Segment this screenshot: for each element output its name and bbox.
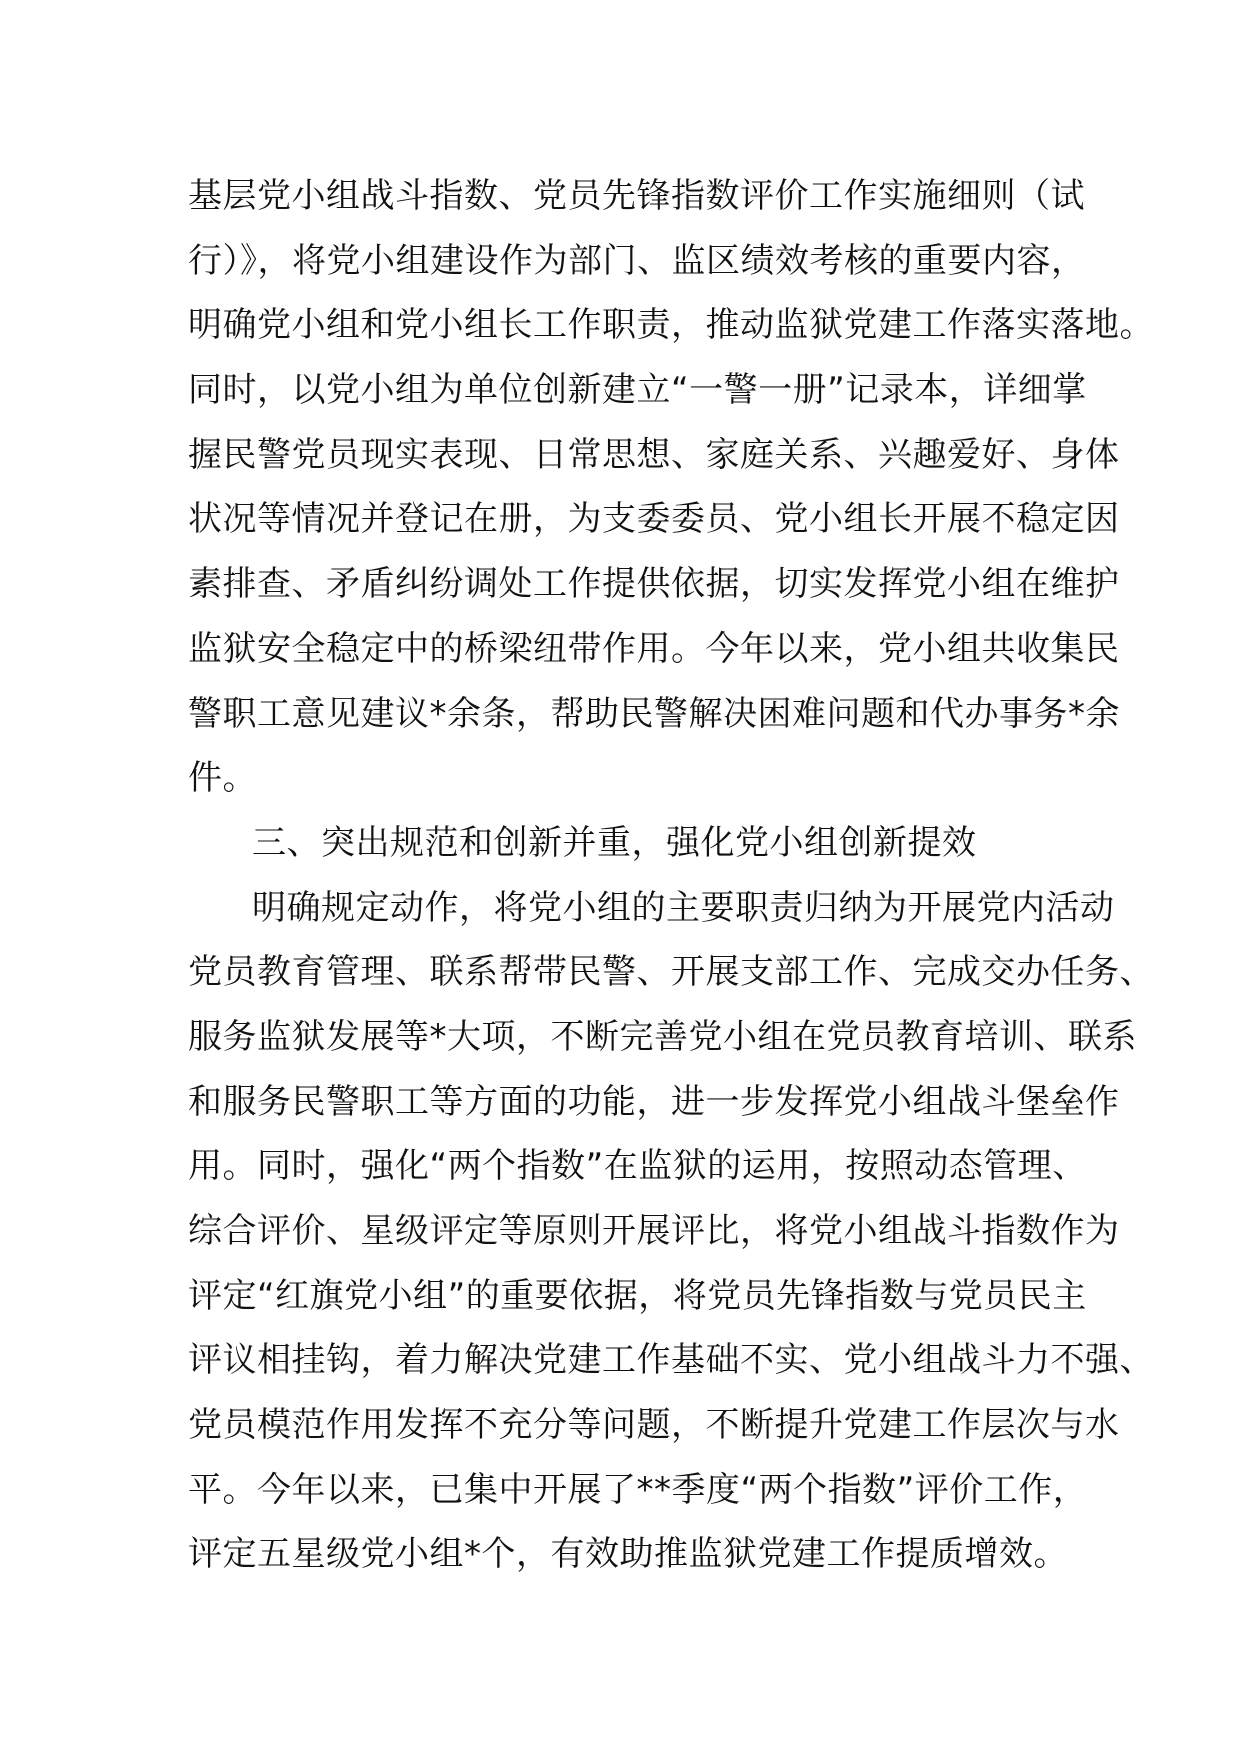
paragraph-line: 明确规定动作，将党小组的主要职责归纳为开展党内活动 (252, 887, 1115, 928)
paragraph-line: 件。 (188, 758, 257, 799)
paragraph-line: 评定“红旗党小组”的重要依据，将党员先锋指数与党员民主 (188, 1275, 1087, 1316)
paragraph-line: 用。同时，强化“两个指数”在监狱的运用，按照动态管理、 (188, 1146, 1087, 1187)
paragraph-line: 握民警党员现实表现、日常思想、家庭关系、兴趣爱好、身体 (188, 434, 1120, 475)
paragraph-line: 评议相挂钩，着力解决党建工作基础不实、党小组战斗力不强、 (188, 1340, 1154, 1381)
paragraph-line: 综合评价、星级评定等原则开展评比，将党小组战斗指数作为 (188, 1211, 1120, 1251)
paragraph-line: 服务监狱发展等*大项，不断完善党小组在党员教育培训、联系 (188, 1016, 1137, 1057)
paragraph-line: 状况等情况并登记在册，为支委委员、党小组长开展不稳定因 (188, 499, 1120, 540)
paragraph-line: 警职工意见建议*余条，帮助民警解决困难问题和代办事务*余 (188, 693, 1120, 734)
paragraph-line: 素排查、矛盾纠纷调处工作提供依据，切实发挥党小组在维护 (188, 564, 1120, 605)
paragraph-line: 基层党小组战斗指数、党员先锋指数评价工作实施细则（试 (188, 176, 1085, 216)
paragraph-line: 行）》，将党小组建设作为部门、监区绩效考核的重要内容， (188, 240, 1086, 281)
document-body (188, 164, 1154, 1587)
section-heading: 三、突出规范和创新并重，强化党小组创新提效 (252, 822, 977, 863)
paragraph-line: 监狱安全稳定中的桥梁纽带作用。今年以来，党小组共收集民 (188, 628, 1120, 669)
paragraph-line: 明确党小组和党小组长工作职责，推动监狱党建工作落实落地。 (188, 305, 1154, 346)
paragraph-line: 同时，以党小组为单位创新建立“一警一册”记录本，详细掌 (188, 370, 1087, 411)
paragraph-line: 党员教育管理、联系帮带民警、开展支部工作、完成交办任务、 (188, 952, 1154, 993)
paragraph-line: 和服务民警职工等方面的功能，进一步发挥党小组战斗堡垒作 (188, 1081, 1120, 1122)
paragraph-line: 党员模范作用发挥不充分等问题，不断提升党建工作层次与水 (188, 1405, 1120, 1446)
paragraph-line: 平。今年以来，已集中开展了**季度“两个指数”评价工作， (188, 1469, 1088, 1510)
paragraph-line: 评定五星级党小组*个，有效助推监狱党建工作提质增效。 (188, 1534, 1068, 1575)
